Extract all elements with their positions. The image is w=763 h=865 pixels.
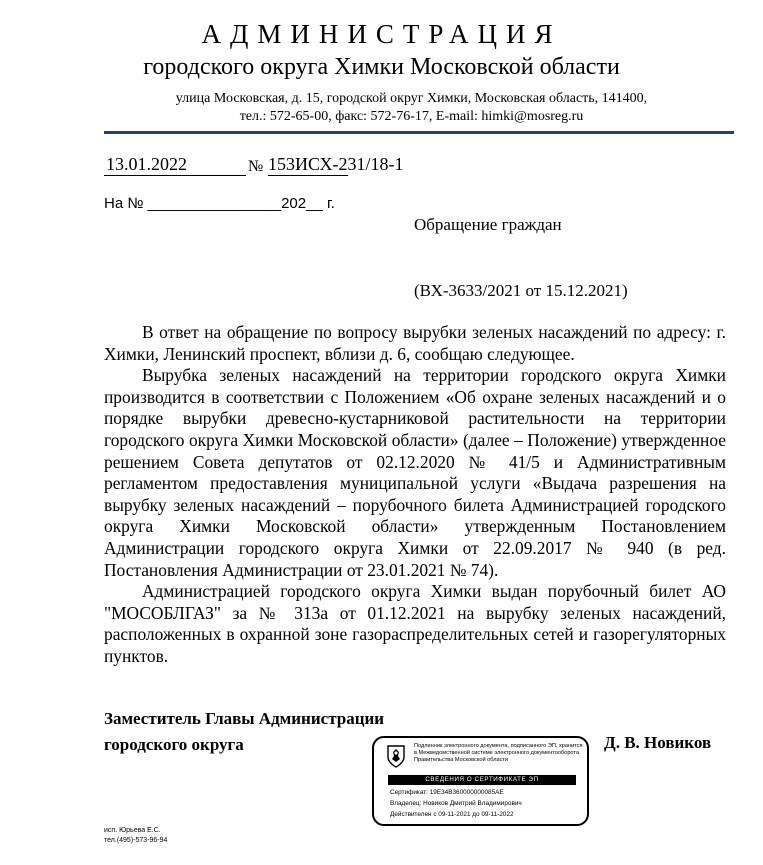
organization-subtitle: городского округа Химки Московской области: [143, 54, 620, 80]
executor-name: исп. Юрьева Е.С.: [104, 827, 161, 834]
stamp-validity: Действителен с 09-11-2021 до 09-11-2022: [390, 811, 514, 818]
organization-contacts: тел.: 572-65-00, факс: 572-76-17, E-mail: himki@mosreg.ru: [239, 109, 584, 124]
executor-phone: тел.(495)-573-96-94: [104, 837, 168, 844]
reply-to-number: На № ________________202__ г.: [104, 195, 335, 212]
header-divider: [104, 131, 734, 134]
organization-address: улица Московская, д. 15, городской округ Химки, Московская область, 141400,: [175, 91, 648, 106]
signatory-position-line1: Заместитель Главы Администрации: [104, 709, 385, 728]
outgoing-number-label: №: [248, 158, 264, 175]
signatory-position-line2: городского округа: [104, 735, 244, 754]
signatory-position: [104, 706, 384, 758]
outgoing-number: 153ИСХ-231/18-1: [268, 154, 404, 174]
addressee: Обращение граждан: [414, 215, 562, 234]
body-paragraph-3: Администрацией городского округа Химки выдан порубочный билет АО "МОСОБЛГАЗ" за № 313а от 01.12.2021 на вырубку зеленых насаждений, расположенных в охранной зоне газораспределительных сетей и газорегуляторных пунктов.: [104, 581, 726, 666]
stamp-certificate-header: СВЕДЕНИЯ О СЕРТИФИКАТЕ ЭП: [388, 775, 576, 785]
incoming-reference: (ВХ-3633/2021 от 15.12.2021): [414, 281, 628, 300]
letter-body: [104, 322, 726, 668]
stamp-owner: Владелец: Новиков Дмитрий Владимирович: [390, 800, 522, 807]
body-paragraph-1: В ответ на обращение по вопросу вырубки зеленых насаждений по адресу: г. Химки, Ленинский проспект, вблизи д. 6, сообщаю следующее.: [104, 322, 726, 364]
electronic-signature-stamp: [372, 736, 589, 826]
moscow-region-coat-of-arms-icon: [386, 744, 406, 768]
stamp-note: Подлинник электронного документа, подписанного ЭП, хранится в Межведомственной системе электронного документооборота Правительства Московской области: [414, 743, 583, 764]
outgoing-date: 13.01.2022: [104, 153, 246, 176]
organization-title: АДМИНИСТРАЦИЯ: [201, 19, 562, 49]
signatory-name: Д. В. Новиков: [604, 733, 712, 752]
stamp-certificate-id: Сертификат: 19E34B360000000085AE: [390, 789, 504, 796]
body-paragraph-2: Вырубка зеленых насаждений на территории городского округа Химки производится в соответствии с Положением «Об охране зеленых насаждений и о порядке вырубки древесно-кустарниковой растительности на территории городского округа Химки Московской области» (далее – Положение) утвержденное решением Совета депутатов от 02.12.2020 № 41/5 и Административным регламентом предоставления муниципальной услуги «Выдача разрешения на вырубку зеленых насаждений – порубочного билета Администрацией городского округа Химки Московской области» утвержденным Постановлением Администрации городского округа Химки от 22.09.2017 № 940 (в ред. Постановления Администрации от 23.01.2021 № 74).: [104, 365, 726, 580]
